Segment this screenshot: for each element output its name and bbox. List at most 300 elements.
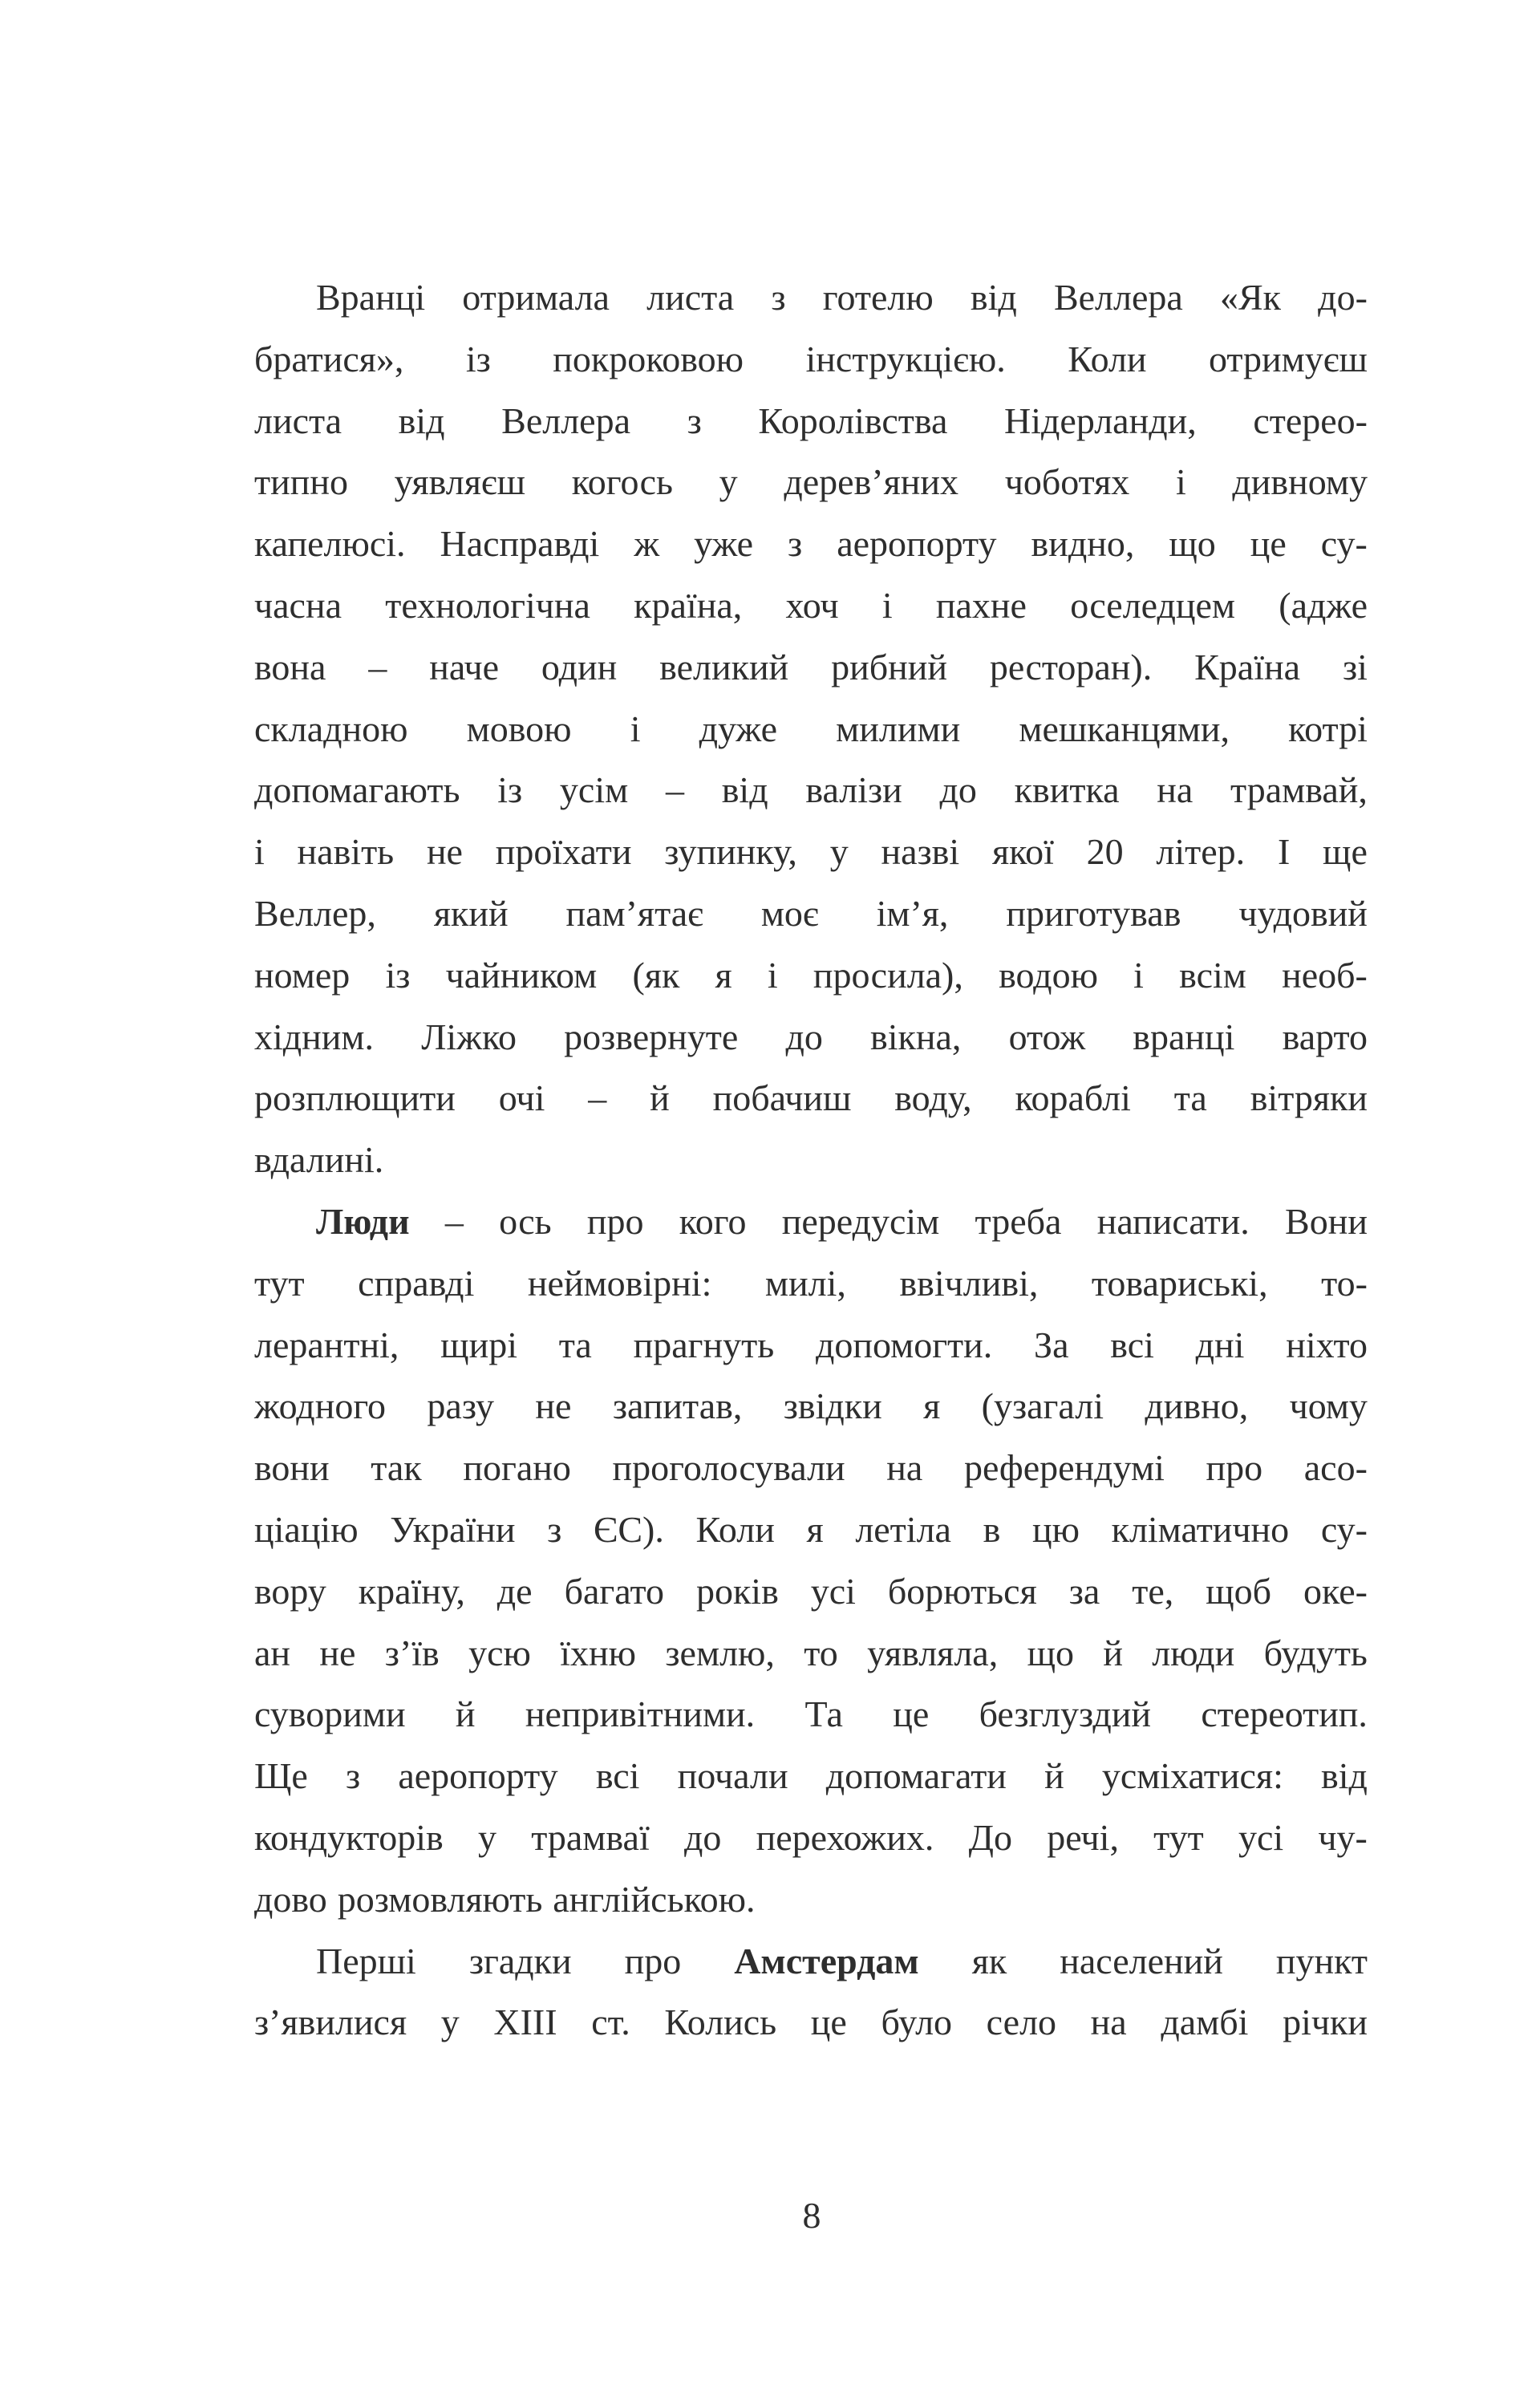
word <box>687 391 702 452</box>
word-part: безглуздий <box>979 1693 1152 1735</box>
word-part: прагнуть <box>633 1324 775 1365</box>
word-part: видно, <box>1031 523 1135 565</box>
word <box>421 1007 517 1069</box>
word-part: інструкцією. <box>805 338 1006 379</box>
word <box>456 1684 476 1746</box>
word-part: непривітними. <box>525 1693 756 1735</box>
word <box>831 637 947 699</box>
word <box>1286 1315 1368 1377</box>
word <box>633 945 680 1007</box>
word-part: що <box>1169 523 1216 565</box>
word <box>587 1191 644 1253</box>
word <box>694 513 753 575</box>
word-part: запитав, <box>612 1385 743 1427</box>
word <box>1283 1007 1368 1069</box>
word-part: у <box>719 461 738 503</box>
word <box>659 637 788 699</box>
word-part: який <box>433 892 509 934</box>
word-part: згадки <box>468 1940 572 1981</box>
word <box>564 1007 738 1069</box>
word-part: вони <box>254 1447 330 1489</box>
word-part: з <box>788 523 803 565</box>
word <box>696 1499 775 1561</box>
word <box>440 513 599 575</box>
word <box>1069 1561 1100 1623</box>
word <box>983 1499 1001 1561</box>
word <box>1250 513 1287 575</box>
text-line <box>254 1931 1368 1993</box>
word <box>358 1253 474 1315</box>
word <box>467 699 572 760</box>
word <box>427 1376 494 1438</box>
word <box>560 760 628 821</box>
word <box>254 329 403 391</box>
word-part: з <box>687 400 702 441</box>
word-part: товариські, <box>1091 1262 1268 1304</box>
word <box>969 1807 1012 1869</box>
word <box>535 1376 571 1438</box>
word-part: капелюсі. <box>254 523 406 565</box>
word <box>1321 1499 1368 1561</box>
word <box>612 1438 845 1499</box>
word-part: з <box>547 1508 562 1550</box>
word <box>1087 821 1124 883</box>
word-part: часна <box>254 584 342 626</box>
word-part: до <box>785 1016 823 1057</box>
word-part: XIII <box>493 2002 557 2043</box>
word <box>469 1931 572 1993</box>
word <box>427 821 463 883</box>
word-part: землю, <box>665 1632 775 1673</box>
word <box>254 1499 359 1561</box>
word-part: і <box>1175 461 1186 503</box>
word <box>788 513 802 575</box>
word <box>1009 1007 1086 1069</box>
word <box>805 1684 843 1746</box>
word <box>784 452 958 513</box>
word <box>1176 452 1186 513</box>
word-part: воду, <box>894 1077 972 1119</box>
word <box>254 391 342 452</box>
word <box>1060 1931 1223 1993</box>
word-part: треба <box>975 1200 1062 1242</box>
word-part: – <box>368 646 387 687</box>
word <box>1070 575 1235 637</box>
word <box>468 1623 531 1685</box>
word <box>888 1561 1037 1623</box>
word-part: ім’я, <box>876 892 949 934</box>
word-part: тут <box>254 1262 305 1304</box>
word-part: щоб <box>1206 1570 1272 1612</box>
word-part: якої <box>991 831 1054 873</box>
word <box>936 575 1027 637</box>
word-part: передусім <box>781 1200 940 1242</box>
word <box>1068 329 1146 391</box>
word <box>1290 1376 1368 1438</box>
word-part: неймовірні: <box>527 1262 712 1304</box>
word-part: кораблі <box>1015 1077 1131 1119</box>
word-part: складною <box>254 708 408 749</box>
word-part: уявляєш <box>394 461 526 503</box>
word <box>565 1561 664 1623</box>
text-line <box>254 1992 1368 2054</box>
word <box>1253 391 1368 452</box>
word <box>882 575 893 637</box>
word-part: усім <box>559 769 629 811</box>
word <box>1206 1561 1271 1623</box>
text-line <box>254 1376 1368 1438</box>
word-part: так <box>371 1447 422 1489</box>
word <box>463 1438 571 1499</box>
word <box>254 637 326 699</box>
word <box>1153 1807 1204 1869</box>
word-part: готелю <box>822 277 934 318</box>
word <box>1103 1623 1123 1685</box>
word <box>1031 513 1135 575</box>
word <box>254 1068 456 1130</box>
word <box>368 637 387 699</box>
word-part: разу <box>427 1385 495 1427</box>
word <box>867 1623 998 1685</box>
word <box>855 1499 951 1561</box>
text-line <box>254 1499 1368 1561</box>
word <box>1250 1068 1368 1130</box>
word <box>923 1376 940 1438</box>
word-part: Вранці <box>316 277 426 318</box>
word <box>734 1931 919 1993</box>
word <box>756 1807 934 1869</box>
word-part: уявляла, <box>867 1632 999 1673</box>
word-part: – <box>588 1077 607 1119</box>
word-part: проїхати <box>495 831 632 873</box>
word <box>1133 1007 1234 1069</box>
word <box>553 1869 755 1931</box>
word <box>560 1623 636 1685</box>
word <box>1004 391 1197 452</box>
word <box>1054 267 1183 329</box>
word-part: я <box>806 1508 824 1550</box>
word-part: Веллера <box>501 400 631 441</box>
word-part: стереотип. <box>1201 1693 1368 1735</box>
word-part: чудовий <box>1238 892 1368 934</box>
word <box>1321 1746 1368 1807</box>
word-part: розвернуте <box>564 1016 739 1057</box>
word <box>254 452 348 513</box>
word <box>254 1746 308 1807</box>
word-part: Країна <box>1194 646 1301 687</box>
word <box>338 1869 543 1931</box>
word-part: стерео- <box>1253 400 1368 441</box>
word-part: – <box>444 1200 464 1242</box>
word-part: суворими <box>254 1693 406 1735</box>
word-part: отож <box>1008 1016 1086 1057</box>
word <box>371 1438 421 1499</box>
word-part: й <box>1103 1632 1123 1673</box>
word-part: борються <box>887 1570 1037 1612</box>
text-line <box>254 1315 1368 1377</box>
word-part: то- <box>1321 1262 1368 1304</box>
word <box>877 883 949 945</box>
word <box>940 760 977 821</box>
word <box>395 452 525 513</box>
word-part: хоч <box>785 584 839 626</box>
word <box>254 1315 399 1377</box>
word <box>1194 637 1300 699</box>
word <box>811 1992 847 2054</box>
word <box>254 945 350 1007</box>
word <box>1238 883 1368 945</box>
word-part: дивно, <box>1145 1385 1249 1427</box>
word <box>1278 821 1290 883</box>
word <box>501 391 630 452</box>
word-part: кого <box>679 1200 747 1242</box>
word-part: великий <box>659 646 789 687</box>
word-part: листа <box>646 277 735 318</box>
word <box>298 821 395 883</box>
word <box>665 1623 775 1685</box>
text-line <box>254 1684 1368 1746</box>
word-part: (адже <box>1279 584 1368 626</box>
word <box>254 1007 374 1069</box>
word-part: що <box>1027 1632 1074 1673</box>
word-part: Колись <box>664 2002 777 2043</box>
word <box>990 637 1152 699</box>
word-part: англійською. <box>553 1878 756 1920</box>
word <box>1133 945 1144 1007</box>
word-part: з <box>345 1755 361 1797</box>
word-part: зі <box>1342 646 1368 687</box>
word-part: оке- <box>1303 1570 1368 1612</box>
word <box>886 1438 922 1499</box>
word-part: і <box>630 708 641 749</box>
word <box>982 1376 1104 1438</box>
word-part: наче <box>429 646 500 687</box>
word-part: зупинку, <box>664 831 797 873</box>
word-part: та <box>558 1324 592 1365</box>
word-part: України <box>390 1508 516 1550</box>
word-part: ціацію <box>254 1508 359 1550</box>
word-part: мовою <box>466 708 572 749</box>
word <box>1238 1807 1283 1869</box>
word-part: ЄС). <box>593 1508 664 1550</box>
word-part: допомагати <box>825 1755 1007 1797</box>
text-line <box>254 329 1368 391</box>
word <box>964 1438 1165 1499</box>
bold-term: Амстердам <box>734 1940 919 1981</box>
word-part: рибний <box>831 646 947 687</box>
word <box>1318 1807 1367 1869</box>
word-part: мешканцями, <box>1019 708 1230 749</box>
word <box>761 883 819 945</box>
word-part: допомогти. <box>815 1324 993 1365</box>
word-part: будуть <box>1263 1632 1368 1673</box>
word-part: дивному <box>1232 461 1368 503</box>
word-part: трамвай, <box>1230 769 1368 811</box>
word <box>1282 945 1368 1007</box>
word-part: всі <box>595 1755 640 1797</box>
word-part: аеропорту <box>837 523 997 565</box>
word-part: технологічна <box>385 584 590 626</box>
word <box>254 1869 327 1931</box>
word <box>1321 1253 1368 1315</box>
text-line <box>254 1807 1368 1869</box>
word-part: моє <box>760 892 819 934</box>
word-part: дово <box>254 1878 327 1920</box>
word <box>816 1315 992 1377</box>
word-part: Ще <box>254 1755 308 1797</box>
word <box>429 637 499 699</box>
word-part: з’їв <box>384 1632 440 1673</box>
word-part: про <box>586 1200 644 1242</box>
word <box>837 513 996 575</box>
word <box>316 267 425 329</box>
word-part: розплющити <box>254 1077 456 1119</box>
word-part: лерантні, <box>254 1324 399 1365</box>
word-part: країна, <box>634 584 743 626</box>
word <box>650 1068 670 1130</box>
word-part: і <box>881 584 893 626</box>
word <box>1321 513 1368 575</box>
bold-term: Люди <box>316 1200 410 1242</box>
word <box>547 1499 561 1561</box>
word-part: вітряки <box>1250 1077 1368 1119</box>
word-part: всім <box>1179 954 1246 996</box>
word-part: референдумі <box>963 1447 1165 1489</box>
word-part: щирі <box>440 1324 517 1365</box>
word-part: було <box>881 2002 953 2043</box>
word-part: вранці <box>1133 1016 1235 1057</box>
word <box>1005 452 1130 513</box>
word <box>696 1561 779 1623</box>
word-part: кондукторів <box>254 1816 444 1858</box>
word <box>594 1499 664 1561</box>
word-part: очі <box>498 1077 545 1119</box>
word <box>899 1253 1038 1315</box>
word-part: покроковою <box>553 338 744 379</box>
word-part: ось <box>499 1200 552 1242</box>
word-part: асо- <box>1303 1447 1368 1489</box>
word-part: цю <box>1031 1508 1080 1550</box>
text-line <box>254 945 1368 1007</box>
word-part: проголосували <box>612 1447 845 1489</box>
word <box>613 1376 743 1438</box>
word <box>254 821 265 883</box>
word <box>634 575 742 637</box>
word <box>979 1684 1151 1746</box>
word-part: милими <box>836 708 961 749</box>
word-part: отримала <box>462 277 610 318</box>
word <box>836 699 960 760</box>
word <box>462 267 610 329</box>
word-part: погано <box>463 1447 571 1489</box>
word <box>254 1684 406 1746</box>
word <box>596 1746 640 1807</box>
word-part: це <box>810 2002 847 2043</box>
word-part: від <box>970 277 1017 318</box>
word-part: із <box>465 338 491 379</box>
word-part: типно <box>254 461 348 503</box>
word-part: су- <box>1320 1508 1368 1550</box>
word <box>987 1992 1056 2054</box>
word <box>559 1315 592 1377</box>
word-part: й <box>650 1077 670 1119</box>
word <box>254 1623 290 1685</box>
word-part: оселедцем <box>1070 584 1236 626</box>
word-part: і <box>1133 954 1144 996</box>
word-part: валізи <box>805 769 902 811</box>
word-part: летіла <box>855 1508 951 1550</box>
word <box>646 267 734 329</box>
word <box>1019 699 1230 760</box>
word <box>1230 760 1368 821</box>
word-part: жодного <box>254 1385 387 1427</box>
word <box>1303 1561 1368 1623</box>
word <box>588 1068 606 1130</box>
word <box>1006 883 1181 945</box>
word-part: чоботях <box>1004 461 1130 503</box>
word-part: аеропорту <box>398 1755 558 1797</box>
word-part: чу- <box>1318 1816 1368 1858</box>
word-part: не <box>319 1632 356 1673</box>
word <box>254 1438 330 1499</box>
word-part: від <box>1321 1755 1368 1797</box>
word <box>1027 1623 1074 1685</box>
word <box>823 267 934 329</box>
word-part: років <box>695 1570 779 1612</box>
word <box>541 637 617 699</box>
word <box>1288 699 1368 760</box>
word-part: та <box>1173 1077 1207 1119</box>
word <box>1279 575 1368 637</box>
word-part: хідним. <box>254 1016 375 1057</box>
word-part: із <box>385 954 411 996</box>
word-part: до- <box>1318 277 1368 318</box>
word-part: багато <box>564 1570 664 1612</box>
word-part: листа <box>254 400 342 441</box>
word <box>630 699 641 760</box>
word <box>811 1561 856 1623</box>
word-part: дні <box>1195 1324 1245 1365</box>
word-part: Ліжко <box>421 1016 517 1057</box>
word <box>1044 1746 1064 1807</box>
word <box>1015 1068 1130 1130</box>
word <box>316 1931 416 1993</box>
word-part: І <box>1277 831 1291 873</box>
word-part: приготував <box>1006 892 1181 934</box>
word <box>440 1315 517 1377</box>
word-part: країну, <box>358 1570 465 1612</box>
word-part: пахне <box>935 584 1027 626</box>
body-text <box>254 267 1368 2054</box>
word <box>975 1191 1062 1253</box>
word <box>1285 1191 1368 1253</box>
word <box>715 945 732 1007</box>
word <box>254 1253 305 1315</box>
word <box>894 1068 971 1130</box>
word <box>784 1376 882 1438</box>
word-part: уже <box>694 523 754 565</box>
word <box>1323 821 1368 883</box>
text-line <box>254 513 1368 575</box>
word-part: Коли <box>1068 338 1147 379</box>
word-part: річки <box>1283 2002 1368 2043</box>
word-part: когось <box>571 461 673 503</box>
word-part: на <box>886 1447 923 1489</box>
word-part: вору <box>254 1570 326 1612</box>
word <box>478 1807 496 1869</box>
word <box>254 883 376 945</box>
word-part: Веллера <box>1053 277 1183 318</box>
